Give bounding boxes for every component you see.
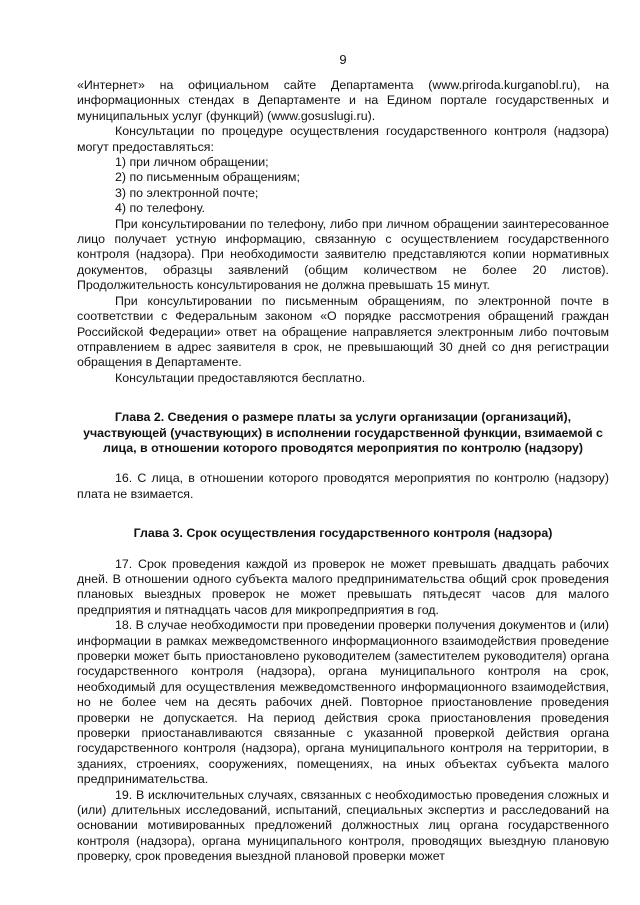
list-item: 1) при личном обращении; [115, 155, 269, 170]
paragraph-16: 16. С лица, в отношении которого проводятся мероприятия по контролю (надзору) плата не взимается. [77, 471, 609, 501]
paragraph-free-consultation: Консультации предоставляются бесплатно. [115, 370, 366, 385]
document-body [77, 78, 609, 865]
paragraph-internet-info: «Интернет» на официальном сайте Департамента (www.priroda.kurganobl.ru), на информационных стендах в Департаменте и на Едином портале государственных и муниципальных услуг (функций) (www.gosuslugi.ru). [77, 78, 609, 123]
paragraph-written-consultation: При консультировании по письменным обращениям, по электронной почте в соответствии с Федеральным законом «О порядке рассмотрения обращений граждан Российской Федерации» ответ на обращение направляется электронным либо почтовым отправлением в адрес заявителя в срок, не превышающий 30 дней со дня регистрации обращения в Департаменте. [77, 293, 609, 370]
list-item: 3) по электронной почте; [115, 185, 259, 200]
list-item: 4) по телефону. [115, 201, 205, 216]
chapter-2-title: Глава 2. Сведения о размере платы за услуги организации (организаций), участвующей (участвующих) в исполнении государственной функции, взимаемой с лица, в отношении которого проводятся мероприятия по контролю (надзору) [83, 410, 603, 455]
chapter-3-title: Глава 3. Срок осуществления государственного контроля (надзора) [133, 526, 553, 541]
paragraph-18: 18. В случае необходимости при проведении проверки получения документов и (или) информации в рамках межведомственного информационного взаимодействия проведение проверки может быть приостановлено руководителем (заместителем руководителя) органа государственного контроля (надзора), органа муниципального контроля на срок, необходимый для осуществления межведомственного информационного взаимодействия, но не более чем на десять рабочих дней. Повторное приостановление проведения проверки не допускается. На период действия срока приостановления проведения проверки приостанавливаются связанные с указанной проверкой действия органа государственного контроля (надзора), органа муниципального контроля на территории, в зданиях, строениях, сооружениях, помещениях, на иных объектах субъекта малого предпринимательства. [77, 618, 609, 787]
list-item: 2) по письменным обращениям; [115, 170, 300, 185]
paragraph-phone-consultation: При консультировании по телефону, либо при личном обращении заинтересованное лицо получает устную информацию, связанную с осуществлением государственного контроля (надзора). При необходимости заявителю представляются копии нормативных документов, образцы заявлений (общим количеством не более 20 листов). Продолжительность консультирования не должна превышать 15 минут. [77, 216, 609, 293]
paragraph-consultation-methods: Консультации по процедуре осуществления государственного контроля (надзора) могут предоставляться: [77, 124, 609, 154]
page-number: 9 [339, 52, 347, 67]
paragraph-19: 19. В исключительных случаях, связанных с необходимостью проведения сложных и (или) длительных исследований, испытаний, специальных экспертиз и расследований на основании мотивированных предложений должностных лиц органа государственного контроля (надзора), органа муниципального контроля, проводящих выездную плановую проверку, срок проведения выездной плановой проверки может [77, 787, 609, 864]
paragraph-17: 17. Срок проведения каждой из проверок не может превышать двадцать рабочих дней. В отношении одного субъекта малого предпринимательства общий срок проведения плановых выездных проверок не может превышать пятьдесят часов для малого предприятия и пятнадцать часов для микропредприятия в год. [77, 556, 609, 617]
